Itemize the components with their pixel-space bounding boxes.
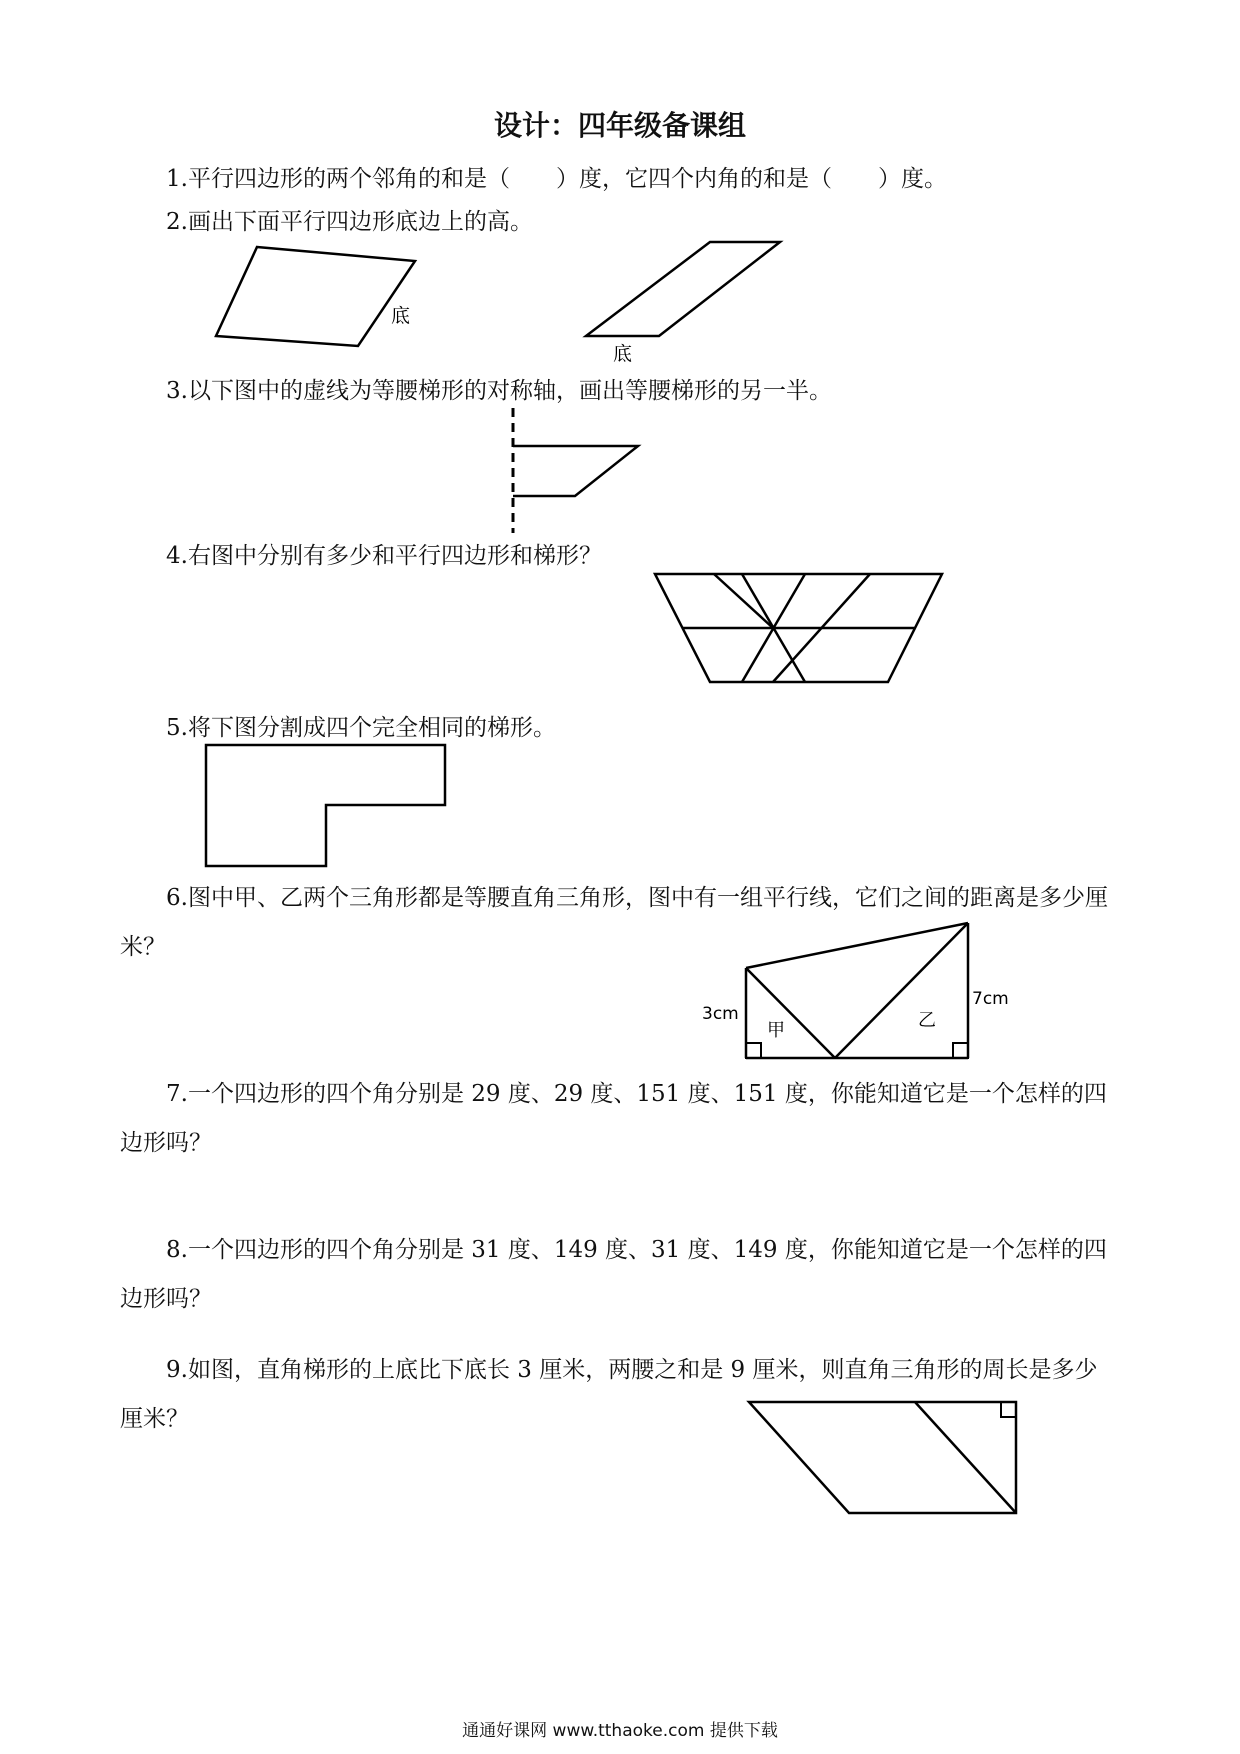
footer: 通通好课网 www.tthaoke.com 提供下载 bbox=[462, 1721, 778, 1741]
question-3: 3.以下图中的虚线为等腰梯形的对称轴，画出等腰梯形的另一半。 bbox=[166, 378, 832, 404]
label-3cm: 3cm bbox=[702, 1004, 739, 1024]
base-label-b: 底 bbox=[613, 343, 633, 365]
question-8: 8.一个四边形的四个角分别是 31 度、149 度、31 度、149 度，你能知道它是一个怎样的四边形吗？ bbox=[120, 1237, 1107, 1312]
question-6: 6.图中甲、乙两个三角形都是等腰直角三角形，图中有一组平行线，它们之间的距离是多少厘米？ bbox=[120, 885, 1108, 960]
question-1: 1.平行四边形的两个邻角的和是（ ）度，它四个内角的和是（ ）度。 bbox=[166, 166, 947, 192]
label-yi: 乙 bbox=[918, 1010, 936, 1031]
right-trapezoid bbox=[749, 1402, 1016, 1513]
right-angle-mark bbox=[1001, 1402, 1016, 1417]
base-label-a: 底 bbox=[391, 305, 411, 327]
page-title: 设计：四年级备课组 bbox=[493, 109, 746, 142]
question-2: 2.画出下面平行四边形底边上的高。 bbox=[166, 209, 533, 235]
question-9: 9.如图，直角梯形的上底比下底长 3 厘米，两腰之和是 9 厘米，则直角三角形的周长是多少厘米？ bbox=[120, 1357, 1098, 1432]
question-5: 5.将下图分割成四个完全相同的梯形。 bbox=[166, 715, 556, 741]
label-7cm: 7cm bbox=[972, 989, 1009, 1009]
question-7: 7.一个四边形的四个角分别是 29 度、29 度、151 度、151 度，你能知道它是一个怎样的四边形吗？ bbox=[120, 1081, 1107, 1156]
question-4: 4.右图中分别有多少和平行四边形和梯形？ bbox=[166, 543, 602, 569]
label-jia: 甲 bbox=[767, 1020, 785, 1041]
